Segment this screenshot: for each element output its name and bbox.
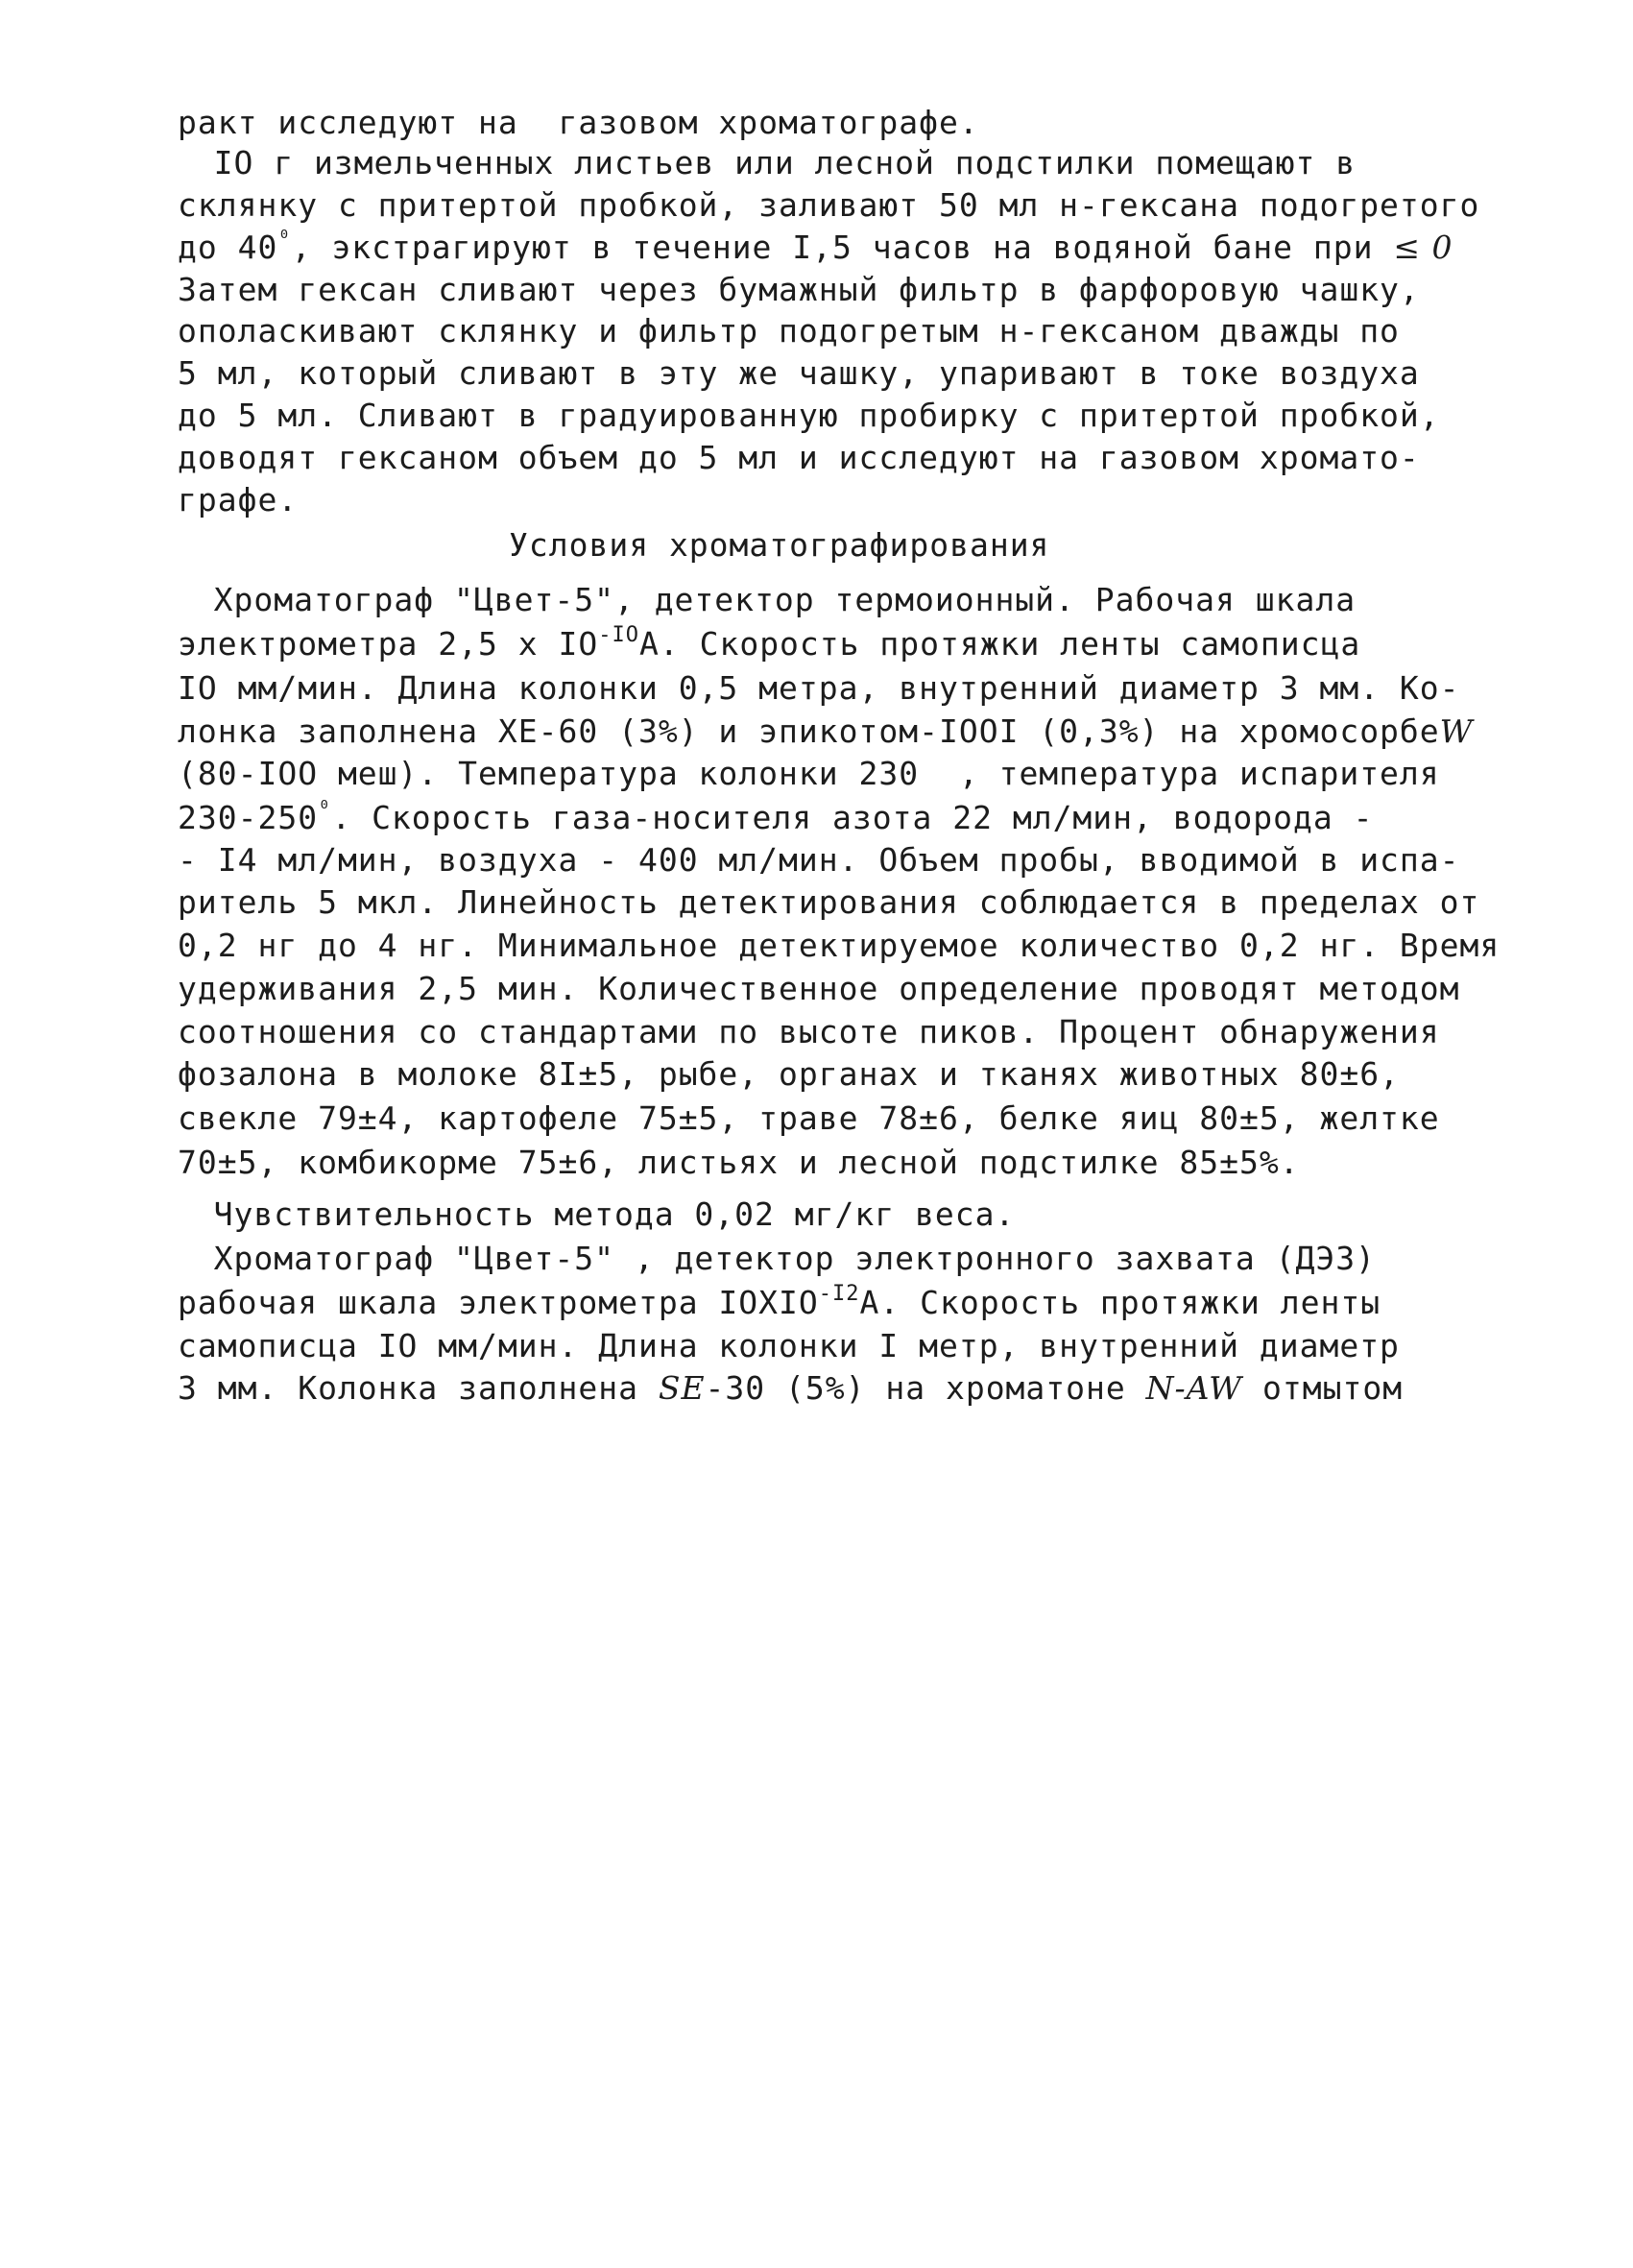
text-line: Затем гексан сливают через бумажный фильтр в фарфоровую чашку, bbox=[178, 271, 1420, 308]
text-line bbox=[178, 1284, 1381, 1322]
text-line bbox=[178, 1369, 1403, 1408]
line-part: -30 (5%) на хроматоне bbox=[705, 1369, 1126, 1407]
text-line: ракт исследуют на газовом хроматографе. bbox=[178, 104, 979, 141]
handwritten-note: W bbox=[1439, 712, 1474, 750]
text-line: ополаскивают склянку и фильтр подогретым н-гексаном дважды по bbox=[178, 312, 1400, 350]
handwritten-note: N-AW bbox=[1145, 1369, 1243, 1407]
text-line: 0,2 нг до 4 нг. Минимальное детектируемое количество 0,2 нг. Время bbox=[178, 927, 1501, 964]
text-line: самописца IO мм/мин. Длина колонки I метр, внутренний диаметр bbox=[178, 1327, 1400, 1364]
text-line: IO г измельченных листьев или лесной подстилки помещают в bbox=[154, 144, 1357, 181]
text-line bbox=[178, 799, 1373, 837]
text-line: (80-IOO меш). Температура колонки 230 , температура испарителя bbox=[178, 755, 1440, 792]
line-part: . Скорость газа-носителя азота 22 мл/мин, водорода - bbox=[331, 799, 1374, 836]
text-line: - I4 мл/мин, воздуха - 400 мл/мин. Объем пробы, вводимой в испа- bbox=[178, 841, 1460, 879]
text-line: удерживания 2,5 мин. Количественное определение проводят методом bbox=[178, 970, 1460, 1007]
text-line: графе. bbox=[178, 481, 299, 519]
line-part: 3 мм. Колонка заполнена bbox=[178, 1369, 638, 1407]
handwritten-note: ≤ 0 bbox=[1393, 229, 1453, 266]
superscript: -I2 bbox=[818, 1282, 860, 1306]
line-part: A. Скорость протяжки ленты bbox=[859, 1284, 1381, 1321]
text-line: соотношения со стандартами по высоте пиков. Процент обнаружения bbox=[178, 1013, 1440, 1050]
line-part: до 40 bbox=[178, 229, 278, 266]
superscript: ⁰ bbox=[318, 797, 332, 821]
text-line: ритель 5 мкл. Линейность детектирования соблюдается в пределах от bbox=[178, 883, 1480, 921]
text-line: до 5 мл. Сливают в градуированную пробирку с притертой пробкой, bbox=[178, 397, 1440, 434]
superscript: -IO bbox=[598, 623, 639, 647]
line-part: A. Скорость протяжки ленты самописца bbox=[638, 625, 1361, 663]
text-line: Чувствительность метода 0,02 мг/кг веса. bbox=[154, 1195, 1016, 1233]
text-line: Хроматограф "Цвет-5", детектор термоионный. Рабочая шкала bbox=[154, 581, 1357, 618]
text-line: фозалона в молоке 8I±5, рыбе, органах и тканях животных 80±6, bbox=[178, 1055, 1400, 1093]
section-heading: Условия хроматографирования bbox=[509, 526, 1050, 564]
text-line: 5 мл, который сливают в эту же чашку, упаривают в токе воздуха bbox=[178, 354, 1420, 392]
text-line: склянку с притертой пробкой, заливают 50 мл н-гексана подогретого bbox=[178, 186, 1480, 224]
text-line: Хроматограф "Цвет-5" , детектор электронного захвата (ДЭЗ) bbox=[154, 1240, 1376, 1277]
text-line: IO мм/мин. Длина колонки 0,5 метра, внутренний диаметр 3 мм. Ко- bbox=[178, 669, 1460, 707]
line-part: отмытом bbox=[1261, 1369, 1404, 1407]
line-part: 230-250 bbox=[178, 799, 319, 836]
text-line: 70±5, комбикорме 75±6, листьях и лесной подстилке 85±5%. bbox=[178, 1144, 1300, 1181]
line-part: лонка заполнена ХЕ-60 (3%) и эпикотом-IOOI (0,3%) на хромосорбе bbox=[178, 712, 1440, 750]
line-part: электрометра 2,5 х IO bbox=[178, 625, 599, 663]
line-part: , экстрагируют в течение I,5 часов на водяной бане при bbox=[291, 229, 1374, 266]
text-line bbox=[178, 625, 1360, 664]
text-line: доводят гексаном объем до 5 мл и исследуют на газовом хромато- bbox=[178, 439, 1420, 476]
superscript: ⁰ bbox=[277, 227, 292, 251]
text-line: свекле 79±4, картофеле 75±5, траве 78±6, белке яиц 80±5, желтке bbox=[178, 1099, 1440, 1137]
text-line bbox=[178, 712, 1474, 751]
line-part: рабочая шкала электрометра IOXIO bbox=[178, 1284, 819, 1321]
text-line bbox=[178, 229, 1453, 267]
handwritten-note: SE bbox=[658, 1369, 706, 1407]
